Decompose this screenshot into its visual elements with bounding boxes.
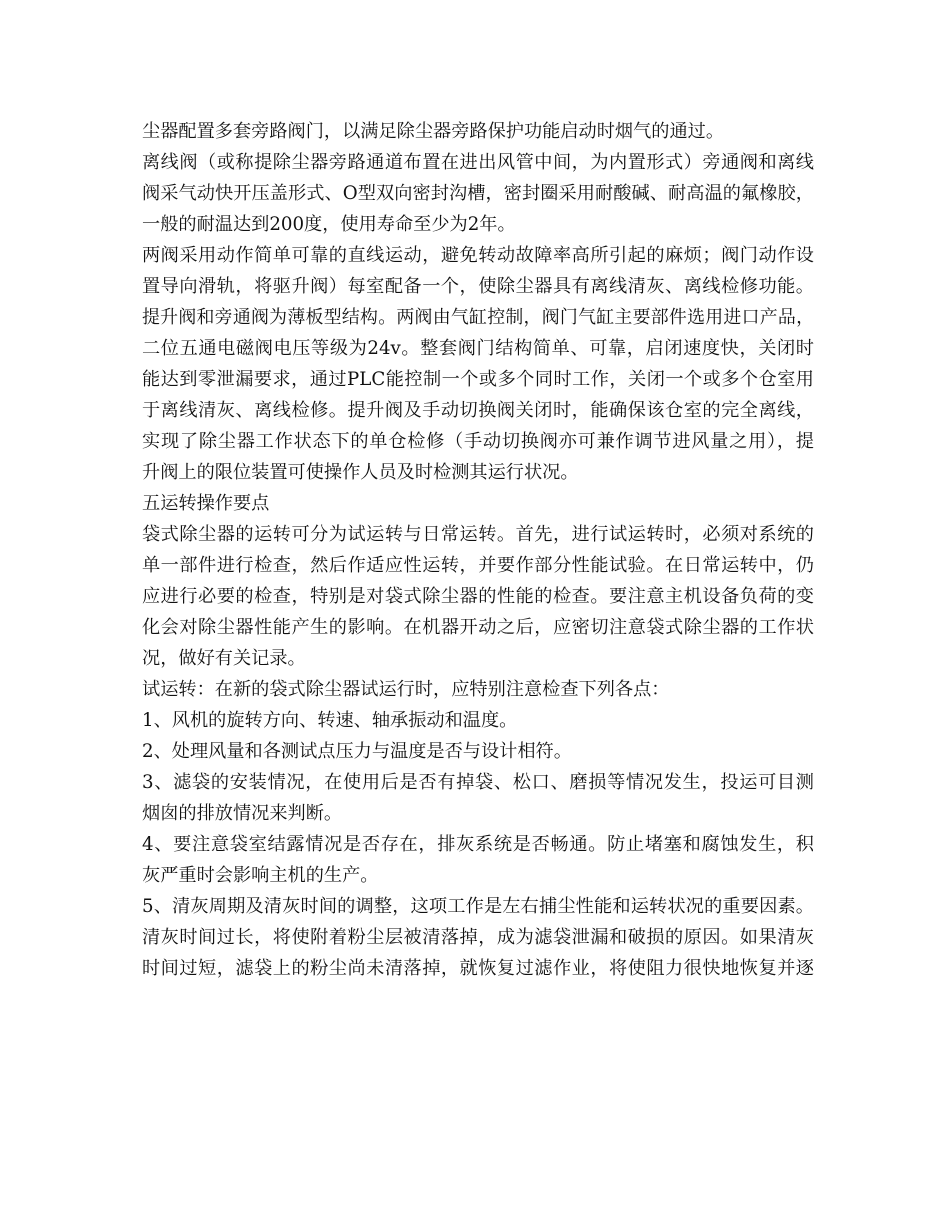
text-line: 置导向滑轨，将驱升阀）每室配备一个，使除尘器具有离线清灰、离线检修功能。 xyxy=(142,276,814,297)
text-line: 应进行必要的检查，特别是对袋式除尘器的性能的检查。要注意主机设备负荷的变 xyxy=(142,586,814,607)
document-body xyxy=(142,116,814,984)
text-line: 实现了除尘器工作状态下的单仓检修（手动切换阀亦可兼作调节进风量之用），提 xyxy=(142,431,814,452)
text-line: 升阀上的限位装置可使操作人员及时检测其运行状况。 xyxy=(142,462,579,483)
text-line: 二位五通电磁阀电压等级为24v。整套阀门结构简单、可靠，启闭速度快，关闭时 xyxy=(142,338,814,359)
text-line: 化会对除尘器性能产生的影响。在机器开动之后，应密切注意袋式除尘器的工作状 xyxy=(142,617,814,638)
text-line: 单一部件进行检查，然后作适应性运转，并要作部分性能试验。在日常运转中，仍 xyxy=(142,555,814,576)
text-line: 提升阀和旁通阀为薄板型结构。两阀由气缸控制，阀门气缸主要部件选用进口产品， xyxy=(142,307,814,328)
text-line: 时间过短，滤袋上的粉尘尚未清落掉，就恢复过滤作业，将使阻力很快地恢复并逐 xyxy=(142,958,814,979)
text-line: 1、风机的旋转方向、转速、轴承振动和温度。 xyxy=(142,710,518,731)
text-line: 阀采气动快开压盖形式、O型双向密封沟槽，密封圈采用耐酸碱、耐高温的氟橡胶， xyxy=(142,183,814,204)
text-line: 能达到零泄漏要求，通过PLC能控制一个或多个同时工作，关闭一个或多个仓室用 xyxy=(142,369,814,390)
text-line: 一般的耐温达到200度，使用寿命至少为2年。 xyxy=(142,214,516,235)
text-line: 2、处理风量和各测试点压力与温度是否与设计相符。 xyxy=(142,741,572,762)
text-line: 袋式除尘器的运转可分为试运转与日常运转。首先，进行试运转时，必须对系统的 xyxy=(142,524,814,545)
text-line: 灰严重时会影响主机的生产。 xyxy=(142,865,379,886)
text-line: 烟囱的排放情况来判断。 xyxy=(142,803,343,824)
text-line: 五运转操作要点 xyxy=(142,493,270,514)
text-line: 3、滤袋的安装情况，在使用后是否有掉袋、松口、磨损等情况发生，投运可目测 xyxy=(142,772,814,793)
text-line: 于离线清灰、离线检修。提升阀及手动切换阀关闭时，能确保该仓室的完全离线， xyxy=(142,400,814,421)
text-line: 清灰时间过长，将使附着粉尘层被清落掉，成为滤袋泄漏和破损的原因。如果清灰 xyxy=(142,927,814,948)
text-line: 离线阀（或称提除尘器旁路通道布置在进出风管中间，为内置形式）旁通阀和离线 xyxy=(142,152,814,173)
text-line: 两阀采用动作简单可靠的直线运动，避免转动故障率高所引起的麻烦；阀门动作设 xyxy=(142,245,814,266)
text-line: 试运转：在新的袋式除尘器试运行时，应特别注意检查下列各点： xyxy=(142,679,670,700)
text-line: 5、清灰周期及清灰时间的调整，这项工作是左右捕尘性能和运转状况的重要因素。 xyxy=(142,896,814,917)
text-line: 4、要注意袋室结露情况是否存在，排灰系统是否畅通。防止堵塞和腐蚀发生，积 xyxy=(142,834,814,855)
text-line: 尘器配置多套旁路阀门，以满足除尘器旁路保护功能启动时烟气的通过。 xyxy=(142,121,725,142)
text-line: 况，做好有关记录。 xyxy=(142,648,306,669)
